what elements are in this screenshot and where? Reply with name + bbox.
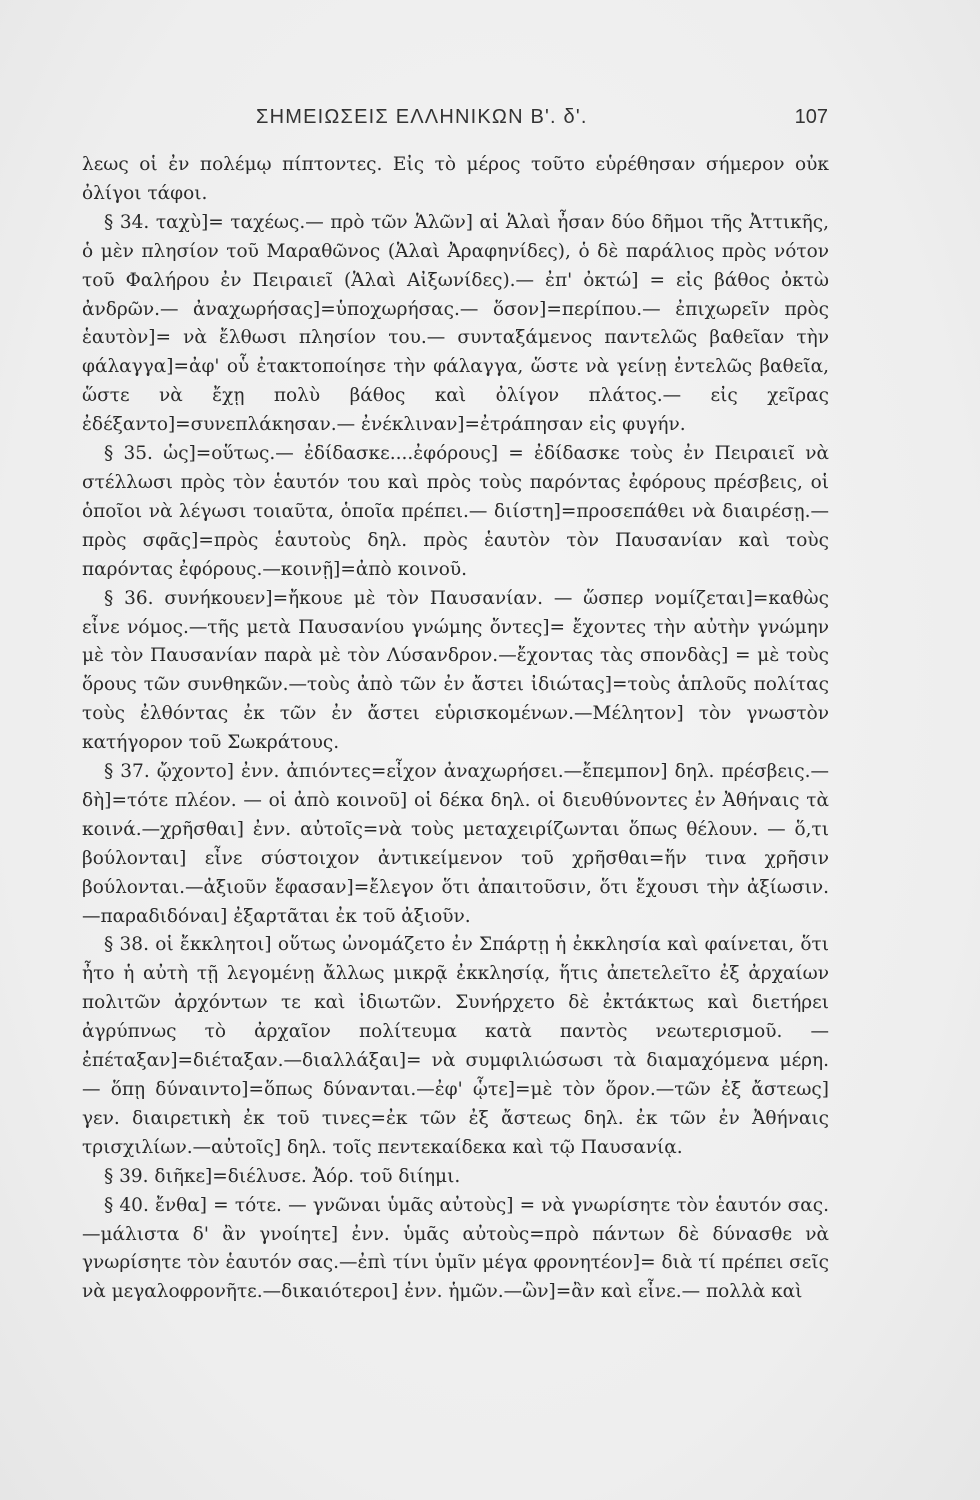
page-header xyxy=(256,106,828,136)
paragraph-section-39: § 39. διῆκε]=διέλυσε. Ἀόρ. τοῦ διίημι. xyxy=(104,1165,461,1187)
body-text xyxy=(82,151,829,1307)
paragraph-section-37: § 37. ᾤχοντο] ἐνν. ἀπιόντες=εἶχον ἀναχωρήσει.—ἔπεμπον] δηλ. πρέσβεις.—δὴ]=τότε πλέον. — οἱ ἀπὸ κοινοῦ] οἱ δέκα δηλ. οἱ διευθύνοντες ἐν Ἀθήναις τὰ κοινά.—χρῆσθαι] ἐνν. αὐτοῖς=νὰ τοὺς μεταχειρίζωνται ὅπως θέλουν. — ὅ,τι βούλονται] εἶνε σύστοιχον ἀντικείμενον τοῦ χρῆσθαι=ἥν τινα χρῆσιν βούλονται.—ἀξιοῦν ἔφασαν]=ἔλεγον ὅτι ἀπαιτοῦσιν, ὅτι ἔχουσι τὴν ἀξίωσιν. —παραδιδόναι] ἐξαρτᾶται ἐκ τοῦ ἀξιοῦν. xyxy=(82,761,829,927)
paragraph-section-38: § 38. οἱ ἔκκλητοι] οὕτως ὠνομάζετο ἐν Σπάρτῃ ἡ ἐκκλησία καὶ φαίνεται, ὅτι ἦτο ἡ αὐτὴ τῇ λεγομένῃ ἄλλως μικρᾷ ἐκκλησίᾳ, ἥτις ἀπετελεῖτο ἐξ ἀρχαίων πολιτῶν ἀρχόντων τε καὶ ἰδιωτῶν. Συνήρχετο δὲ ἐκτάκτως καὶ διετήρει ἀγρύπνως τὸ ἀρχαῖον πολίτευμα κατὰ παντὸς νεωτερισμοῦ. — ἐπέταξαν]=διέταξαν.—διαλλάξαι]= νὰ συμφιλιώσωσι τὰ διαμαχόμενα μέρη. — ὅπῃ δύναιντο]=ὅπως δύνανται.—ἐφ' ᾧτε]=μὲ τὸν ὅρον.—τῶν ἐξ ἄστεως] γεν. διαιρετικὴ ἐκ τοῦ τινες=ἐκ τῶν ἐξ ἄστεως δηλ. ἐκ τῶν ἐν Ἀθήναις τρισχιλίων.—αὐτοῖς] δηλ. τοῖς πεντεκαίδεκα καὶ τῷ Παυσανίᾳ. xyxy=(82,934,829,1158)
paragraph-section-36: § 36. συνήκουεν]=ἤκουε μὲ τὸν Παυσανίαν. — ὥσπερ νομίζεται]=καθὼς εἶνε νόμος.—τῆς μετὰ Παυσανίου γνώμης ὄντες]= ἔχοντες τὴν αὐτὴν γνώμην μὲ τὸν Παυσανίαν παρὰ μὲ τὸν Λύσανδρον.—ἔχοντας τὰς σπονδὰς] = μὲ τοὺς ὅρους τῶν συνθηκῶν.—τοὺς ἀπὸ τῶν ἐν ἄστει ἰδιώτας]=τοὺς ἁπλοῦς πολίτας τοὺς ἐλθόντας ἐκ τῶν ἐν ἄστει εὑρισκομένων.—Μέλητον] τὸν γνωστὸν κατήγορον τοῦ Σωκράτους. xyxy=(82,587,829,754)
paragraph-section-35: § 35. ὡς]=οὕτως.— ἐδίδασκε....ἐφόρους] = ἐδίδασκε τοὺς ἐν Πειραιεῖ νὰ στέλλωσι πρὸς τὸν ἑαυτόν του καὶ πρὸς τοὺς παρόντας ἐφόρους πρέσβεις, οἱ ὁποῖοι νὰ λέγωσι τοιαῦτα, ὁποῖα πρέπει.— διίστη]=προσεπάθει νὰ διαιρέσῃ.—πρὸς σφᾶς]=πρὸς ἑαυτοὺς δηλ. πρὸς ἑαυτὸν τὸν Παυσανίαν καὶ τοὺς παρόντας ἐφόρους.—κοινῇ]=ἀπὸ κοινοῦ. xyxy=(82,443,829,580)
page-number: 107 xyxy=(794,106,828,128)
paragraph-continuation: λεως οἱ ἐν πολέμῳ πίπτοντες. Εἰς τὸ μέρος τοῦτο εὑρέθησαν σήμερον οὐκ ὀλίγοι τάφοι. xyxy=(82,154,829,204)
paragraph-section-40: § 40. ἔνθα] = τότε. — γνῶναι ὑμᾶς αὐτοὺς] = νὰ γνωρίσητε τὸν ἑαυτόν σας.—μάλιστα δ' ἂν γνοίητε] ἐνν. ὑμᾶς αὐτοὺς=πρὸ πάντων δὲ δύνασθε νὰ γνωρίσητε τὸν ἑαυτόν σας.—ἐπὶ τίνι ὑμῖν μέγα φρονητέον]= διὰ τί πρέπει σεῖς νὰ μεγαλοφρονῆτε.—δικαιότεροι] ἐνν. ἡμῶν.—ὢν]=ἂν καὶ εἶνε.— πολλὰ καὶ xyxy=(82,1194,829,1303)
paragraph-section-34: § 34. ταχὺ]= ταχέως.— πρὸ τῶν Ἁλῶν] αἱ Ἁλαὶ ἦσαν δύο δῆμοι τῆς Ἀττικῆς, ὁ μὲν πλησίον τοῦ Μαραθῶνος (Ἁλαὶ Ἀραφηνίδες), ὁ δὲ παράλιος πρὸς νότον τοῦ Φαλήρου ἐν Πειραιεῖ (Ἁλαὶ Αἰξωνίδες).— ἐπ' ὀκτώ] = εἰς βάθος ὀκτὼ ἀνδρῶν.— ἀναχωρήσας]=ὑποχωρήσας.— ὅσον]=περίπου.— ἐπιχωρεῖν πρὸς ἑαυτὸν]= νὰ ἔλθωσι πλησίον του.— συνταξάμενος παντελῶς βαθεῖαν τὴν φάλαγγα]=ἀφ' οὗ ἐτακτοποίησε τὴν φάλαγγα, ὥστε νὰ γείνῃ ἐντελῶς βαθεῖα, ὥστε νὰ ἔχῃ πολὺ βάθος καὶ ὀλίγον πλάτος.— εἰς χεῖρας ἐδέξαντο]=συνεπλάκησαν.— ἐνέκλιναν]=ἐτράπησαν εἰς φυγήν. xyxy=(82,211,829,436)
running-title: ΣΗΜΕΙΩΣΕΙΣ ΕΛΛΗΝΙΚΩΝ Β'. δ'. xyxy=(256,106,588,128)
